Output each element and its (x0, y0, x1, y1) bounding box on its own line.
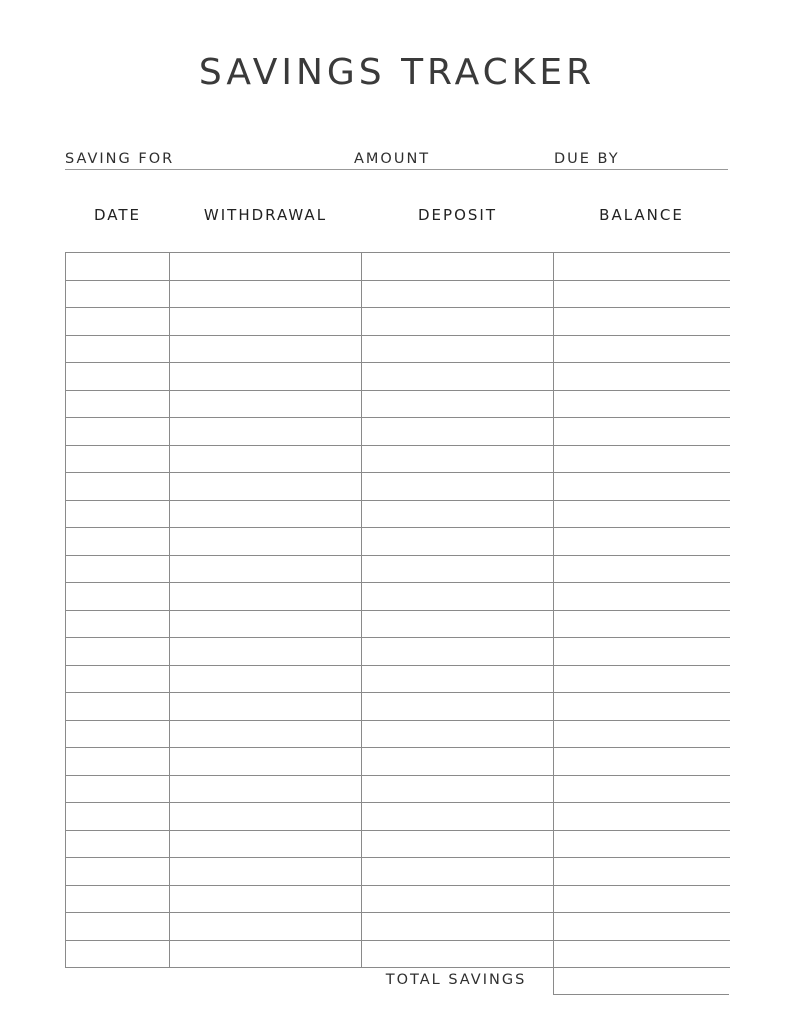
table-row (66, 830, 730, 858)
withdrawal-cell[interactable] (170, 253, 362, 281)
balance-cell[interactable] (554, 748, 730, 776)
table-row (66, 610, 730, 638)
table-row (66, 253, 730, 281)
deposit-cell[interactable] (362, 610, 554, 638)
balance-cell[interactable] (554, 665, 730, 693)
due-by-label: DUE BY (554, 151, 620, 167)
deposit-cell[interactable] (362, 418, 554, 446)
table-row (66, 500, 730, 528)
deposit-cell[interactable] (362, 775, 554, 803)
table-row (66, 583, 730, 611)
date-cell[interactable] (66, 720, 170, 748)
date-cell[interactable] (66, 885, 170, 913)
deposit-cell[interactable] (362, 940, 554, 968)
withdrawal-cell[interactable] (170, 693, 362, 721)
balance-cell[interactable] (554, 500, 730, 528)
saving-for-label: SAVING FOR (65, 151, 175, 167)
withdrawal-cell[interactable] (170, 363, 362, 391)
deposit-cell[interactable] (362, 720, 554, 748)
meta-underline[interactable] (65, 169, 728, 170)
column-header-withdrawal: WITHDRAWAL (203, 206, 328, 224)
date-cell[interactable] (66, 445, 170, 473)
withdrawal-cell[interactable] (170, 528, 362, 556)
date-cell[interactable] (66, 913, 170, 941)
withdrawal-cell[interactable] (170, 390, 362, 418)
table-row (66, 280, 730, 308)
deposit-cell[interactable] (362, 363, 554, 391)
date-cell[interactable] (66, 693, 170, 721)
table-row (66, 308, 730, 336)
deposit-cell[interactable] (362, 830, 554, 858)
date-cell[interactable] (66, 473, 170, 501)
table-row (66, 775, 730, 803)
balance-cell[interactable] (554, 418, 730, 446)
balance-cell[interactable] (554, 775, 730, 803)
balance-cell[interactable] (554, 693, 730, 721)
withdrawal-cell[interactable] (170, 830, 362, 858)
deposit-cell[interactable] (362, 803, 554, 831)
balance-cell[interactable] (554, 885, 730, 913)
deposit-cell[interactable] (362, 445, 554, 473)
deposit-cell[interactable] (362, 638, 554, 666)
deposit-cell[interactable] (362, 583, 554, 611)
balance-cell[interactable] (554, 445, 730, 473)
date-cell[interactable] (66, 665, 170, 693)
deposit-cell[interactable] (362, 280, 554, 308)
table-row (66, 693, 730, 721)
table-row (66, 913, 730, 941)
withdrawal-cell[interactable] (170, 858, 362, 886)
withdrawal-cell[interactable] (170, 610, 362, 638)
deposit-cell[interactable] (362, 858, 554, 886)
deposit-cell[interactable] (362, 913, 554, 941)
deposit-cell[interactable] (362, 693, 554, 721)
deposit-cell[interactable] (362, 390, 554, 418)
date-cell[interactable] (66, 638, 170, 666)
deposit-cell[interactable] (362, 500, 554, 528)
withdrawal-cell[interactable] (170, 638, 362, 666)
deposit-cell[interactable] (362, 665, 554, 693)
date-cell[interactable] (66, 803, 170, 831)
date-cell[interactable] (66, 418, 170, 446)
date-cell[interactable] (66, 335, 170, 363)
table-row (66, 418, 730, 446)
balance-cell[interactable] (554, 803, 730, 831)
date-cell[interactable] (66, 940, 170, 968)
table-row (66, 390, 730, 418)
date-cell[interactable] (66, 528, 170, 556)
deposit-cell[interactable] (362, 335, 554, 363)
table-row (66, 748, 730, 776)
balance-cell[interactable] (554, 473, 730, 501)
withdrawal-cell[interactable] (170, 748, 362, 776)
withdrawal-cell[interactable] (170, 335, 362, 363)
withdrawal-cell[interactable] (170, 913, 362, 941)
deposit-cell[interactable] (362, 253, 554, 281)
table-row (66, 858, 730, 886)
date-cell[interactable] (66, 775, 170, 803)
table-row (66, 335, 730, 363)
balance-cell[interactable] (554, 308, 730, 336)
savings-table (65, 252, 730, 968)
balance-cell[interactable] (554, 720, 730, 748)
withdrawal-cell[interactable] (170, 665, 362, 693)
table-row (66, 720, 730, 748)
withdrawal-cell[interactable] (170, 720, 362, 748)
date-cell[interactable] (66, 830, 170, 858)
date-cell[interactable] (66, 858, 170, 886)
date-cell[interactable] (66, 280, 170, 308)
balance-cell[interactable] (554, 583, 730, 611)
date-cell[interactable] (66, 748, 170, 776)
balance-cell[interactable] (554, 280, 730, 308)
column-header-balance: BALANCE (599, 206, 684, 224)
date-cell[interactable] (66, 610, 170, 638)
deposit-cell[interactable] (362, 885, 554, 913)
balance-cell[interactable] (554, 335, 730, 363)
date-cell[interactable] (66, 253, 170, 281)
date-cell[interactable] (66, 390, 170, 418)
table-row (66, 528, 730, 556)
balance-cell[interactable] (554, 528, 730, 556)
balance-cell[interactable] (554, 363, 730, 391)
page-title: SAVINGS TRACKER (198, 52, 596, 93)
balance-cell[interactable] (554, 830, 730, 858)
withdrawal-cell[interactable] (170, 280, 362, 308)
balance-cell[interactable] (554, 940, 730, 968)
withdrawal-cell[interactable] (170, 473, 362, 501)
withdrawal-cell[interactable] (170, 308, 362, 336)
table-row (66, 940, 730, 968)
withdrawal-cell[interactable] (170, 500, 362, 528)
deposit-cell[interactable] (362, 528, 554, 556)
table-row (66, 445, 730, 473)
table-row (66, 803, 730, 831)
column-header-deposit: DEPOSIT (418, 206, 497, 224)
withdrawal-cell[interactable] (170, 445, 362, 473)
withdrawal-cell[interactable] (170, 775, 362, 803)
withdrawal-cell[interactable] (170, 555, 362, 583)
deposit-cell[interactable] (362, 473, 554, 501)
balance-cell[interactable] (554, 913, 730, 941)
deposit-cell[interactable] (362, 555, 554, 583)
balance-cell[interactable] (554, 253, 730, 281)
date-cell[interactable] (66, 583, 170, 611)
deposit-cell[interactable] (362, 748, 554, 776)
table-row (66, 638, 730, 666)
column-header-date: DATE (93, 206, 142, 224)
balance-cell[interactable] (554, 638, 730, 666)
amount-label: AMOUNT (354, 151, 431, 167)
table-row (66, 555, 730, 583)
deposit-cell[interactable] (362, 308, 554, 336)
table-row (66, 665, 730, 693)
date-cell[interactable] (66, 308, 170, 336)
total-savings-field[interactable] (553, 968, 729, 995)
table-row (66, 363, 730, 391)
table-row (66, 473, 730, 501)
table-row (66, 885, 730, 913)
date-cell[interactable] (66, 500, 170, 528)
date-cell[interactable] (66, 555, 170, 583)
date-cell[interactable] (66, 363, 170, 391)
withdrawal-cell[interactable] (170, 940, 362, 968)
withdrawal-cell[interactable] (170, 418, 362, 446)
withdrawal-cell[interactable] (170, 885, 362, 913)
balance-cell[interactable] (554, 858, 730, 886)
withdrawal-cell[interactable] (170, 583, 362, 611)
withdrawal-cell[interactable] (170, 803, 362, 831)
balance-cell[interactable] (554, 610, 730, 638)
balance-cell[interactable] (554, 390, 730, 418)
balance-cell[interactable] (554, 555, 730, 583)
total-savings-label: TOTAL SAVINGS (385, 972, 527, 988)
